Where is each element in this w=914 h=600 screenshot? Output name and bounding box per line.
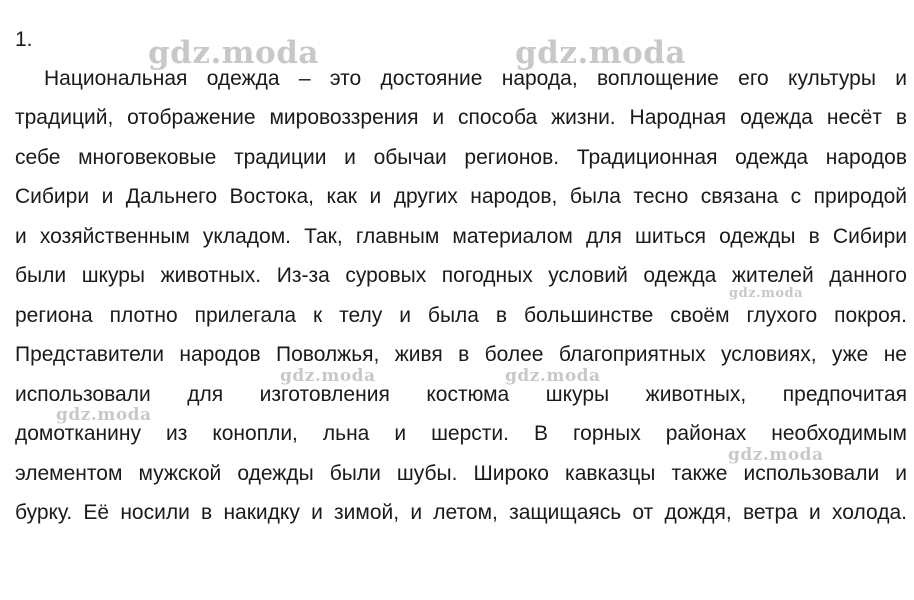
answer-line: Представители народов Поволжья, живя в более благоприятных условиях, уже не <box>15 343 907 366</box>
answer-line: себе многовековые традиции и обычаи регионов. Традиционная одежда народов <box>15 146 907 169</box>
watermark: gdz.moda <box>280 366 376 386</box>
answer-line: бурку. Её носили в накидку и зимой, и летом, защищаясь от дождя, ветра и холода. <box>15 501 907 524</box>
answer-line: Сибири и Дальнего Востока, как и других народов, была тесно связана с природой <box>15 185 907 208</box>
answer-line: элементом мужской одежды были шубы. Широко кавказцы также использовали и <box>15 462 907 485</box>
watermark: gdz.moda <box>505 366 601 386</box>
answer-line: использовали для изготовления костюма шкуры животных, предпочитая <box>15 383 907 406</box>
task-number: 1. <box>15 28 33 51</box>
answer-line: были шкуры животных. Из-за суровых погодных условий одежда жителей данного <box>15 264 907 287</box>
watermark: gdz.moda <box>515 35 686 71</box>
answer-line: и хозяйственным укладом. Так, главным материалом для шиться одежды в Сибири <box>15 225 907 248</box>
watermark: gdz.moda <box>728 445 824 465</box>
watermark: gdz.moda <box>56 405 152 425</box>
watermark: gdz.moda <box>148 35 319 71</box>
answer-line: Национальная одежда – это достояние народа, воплощение его культуры и <box>44 67 907 90</box>
answer-line: региона плотно прилегала к телу и была в большинстве своём глухого покроя. <box>15 304 907 327</box>
watermark: gdz.moda <box>729 286 804 301</box>
answer-line: традиций, отображение мировоззрения и способа жизни. Народная одежда несёт в <box>15 106 907 129</box>
answer-line: домотканину из конопли, льна и шерсти. В горных районах необходимым <box>15 422 907 445</box>
